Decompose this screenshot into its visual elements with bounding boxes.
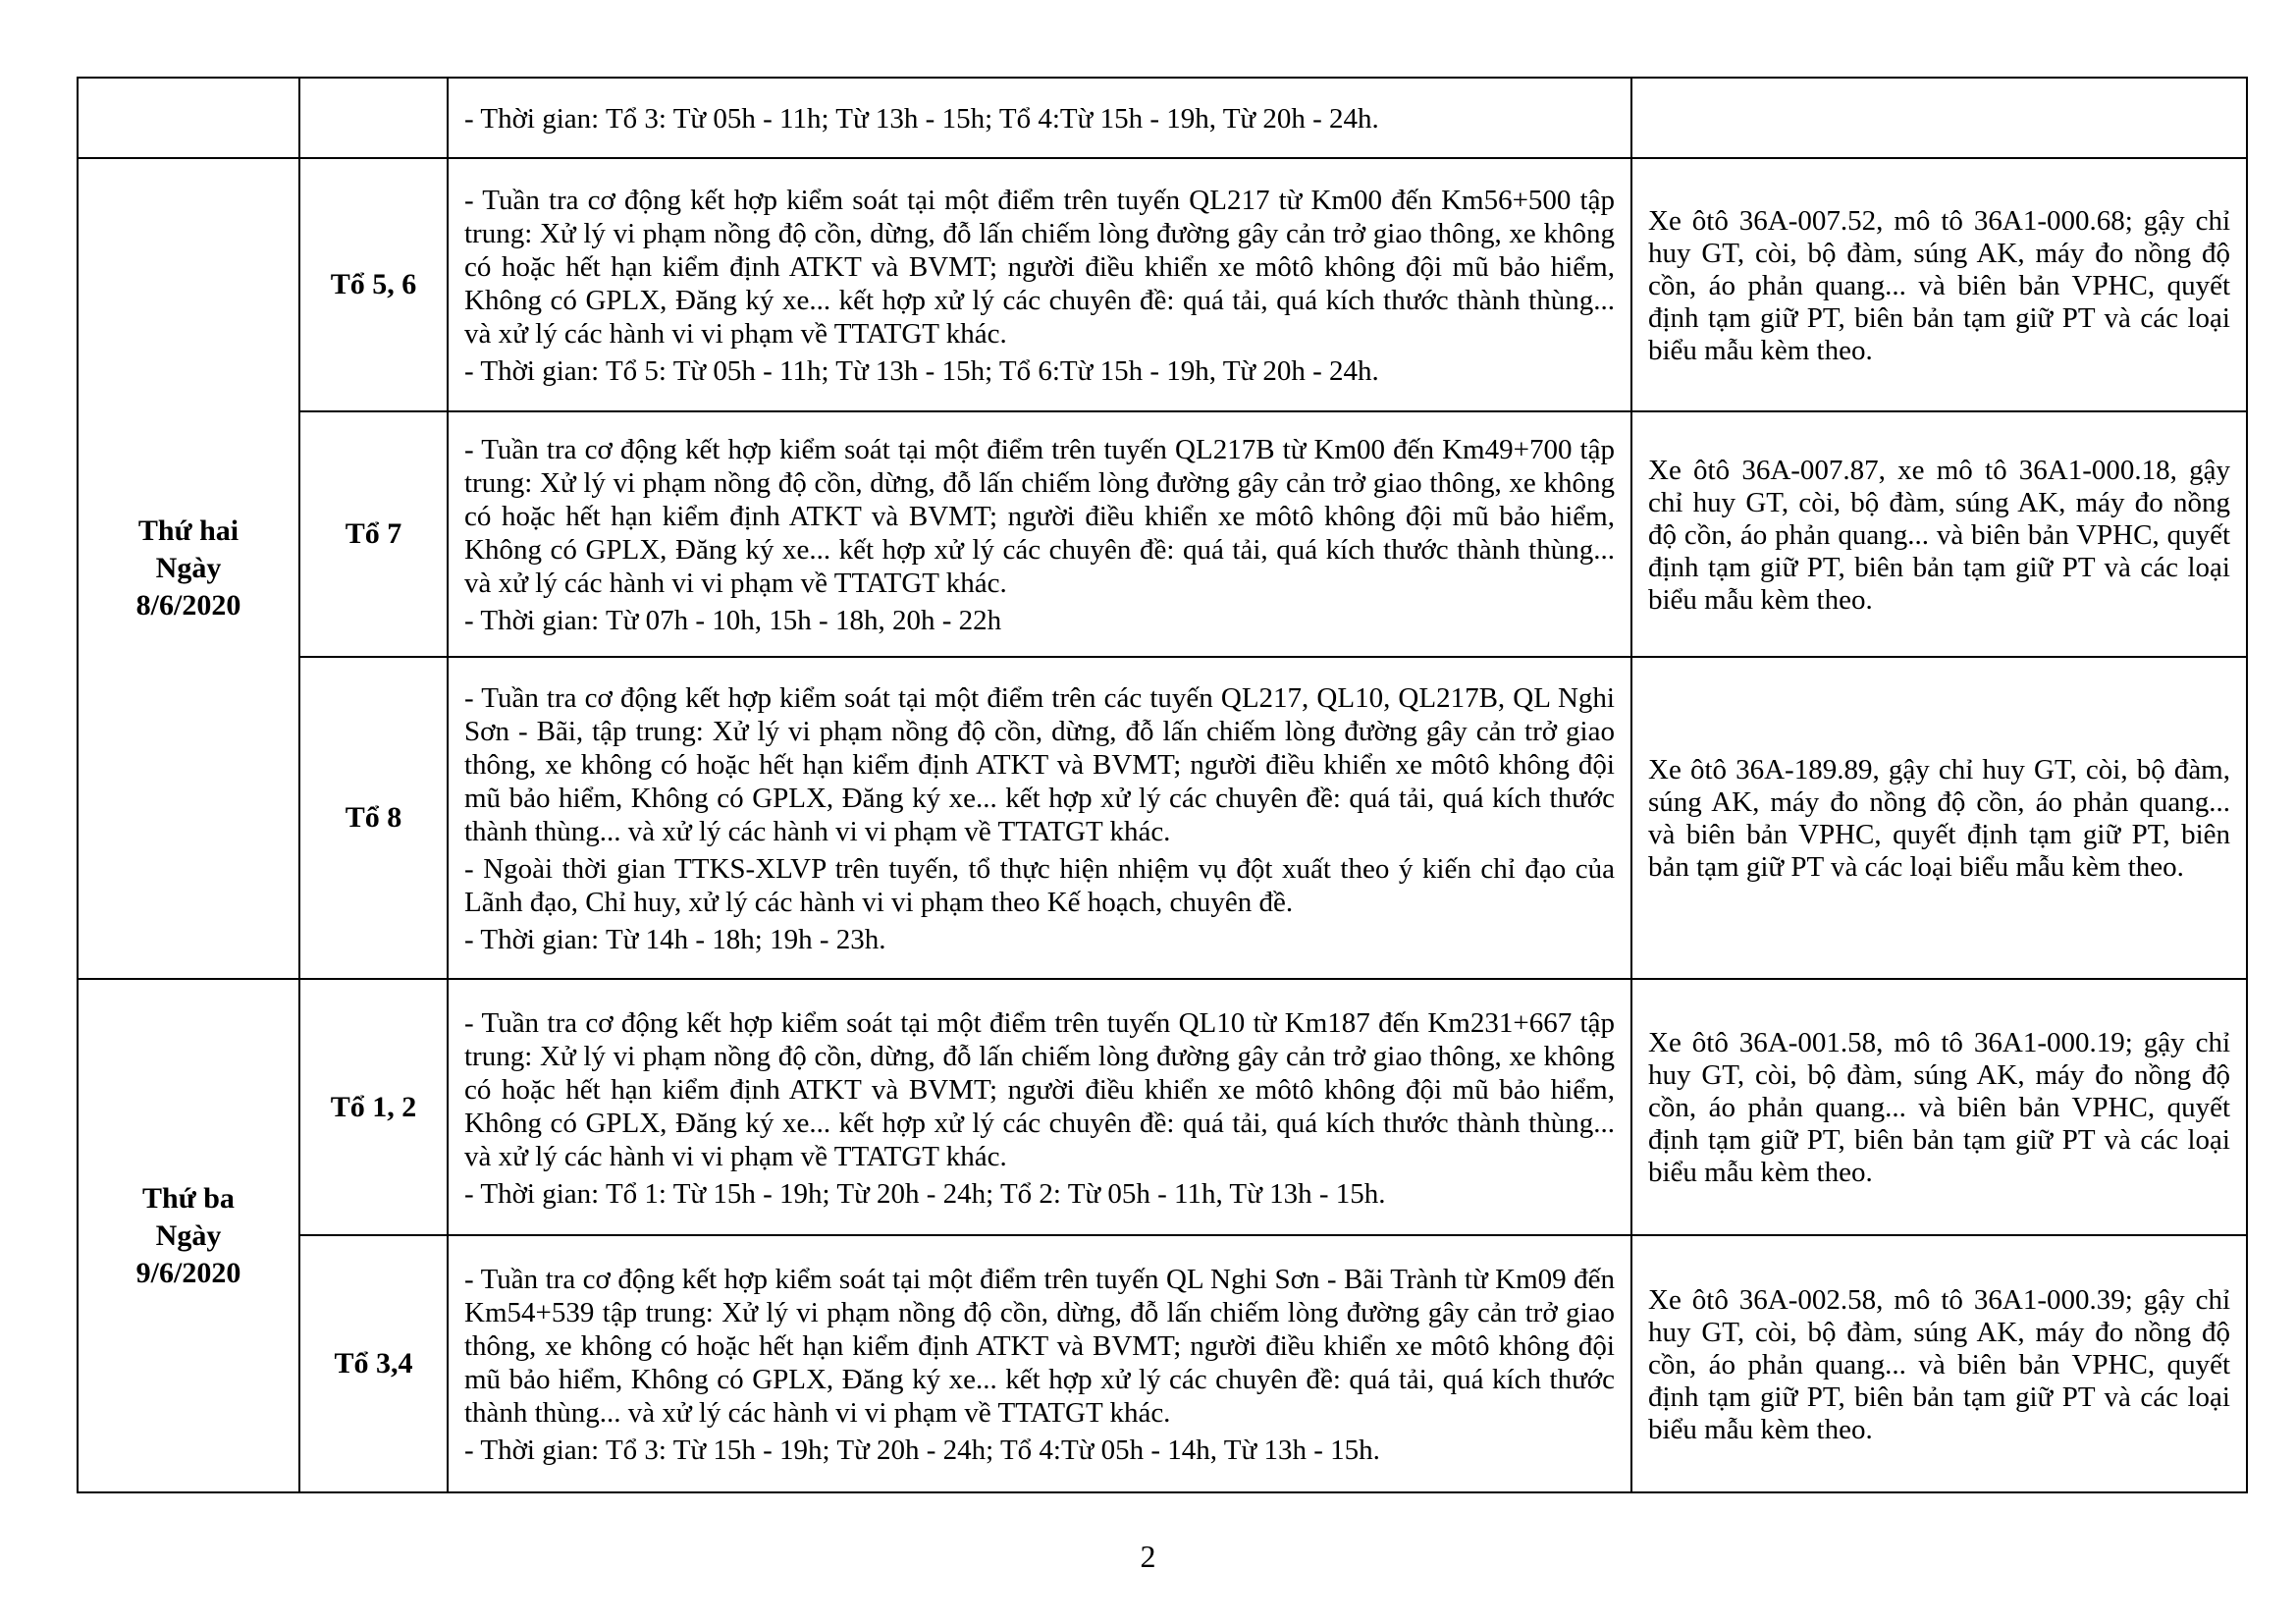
task-cell xyxy=(448,657,1631,979)
team-cell xyxy=(299,411,448,657)
task-paragraph: - Tuần tra cơ động kết hợp kiểm soát tại một điểm trên tuyến QL217B từ Km00 đến Km49+700 tập trung: Xử lý vi phạm nồng độ cồn, dừng, đỗ lấn chiếm lòng đường gây cản trở giao thông, xe không có hoặc hết hạn kiểm định ATKT và BVMT; người điều khiển xe môtô không đội mũ bảo hiểm, Không có GPLX, Đăng ký xe... kết hợp xử lý các chuyên đề: quá tải, quá kích thước thành thùng... và xử lý các hành vi vi phạm về TTATGT khác. xyxy=(464,434,1615,599)
table-row xyxy=(78,657,2247,979)
day-label: Ngày xyxy=(155,1218,222,1252)
page-number: 2 xyxy=(1140,1539,1156,1574)
team-label: Tổ 5, 6 xyxy=(330,268,417,300)
day-cell xyxy=(78,979,299,1492)
task-cell xyxy=(448,1235,1631,1492)
task-time: - Thời gian: Tổ 5: Từ 05h - 11h; Từ 13h - 15h; Tổ 6:Từ 15h - 19h, Từ 20h - 24h. xyxy=(464,355,1379,387)
equipment-cell xyxy=(1631,158,2247,411)
team-label: Tổ 7 xyxy=(345,517,402,550)
day-name: Thứ ba xyxy=(142,1181,235,1215)
task-time: - Thời gian: Từ 14h - 18h; 19h - 23h. xyxy=(464,924,886,955)
equipment-cell xyxy=(1631,1235,2247,1492)
task-paragraph: - Tuần tra cơ động kết hợp kiểm soát tại một điểm trên tuyến QL10 từ Km187 đến Km231+667 tập trung: Xử lý vi phạm nồng độ cồn, dừng, đỗ lấn chiếm lòng đường gây cản trở giao thông, xe không có hoặc hết hạn kiểm định ATKT và BVMT; người điều khiển xe môtô không đội mũ bảo hiểm, Không có GPLX, Đăng ký xe... kết hợp xử lý các chuyên đề: quá tải, quá kích thước thành thùng... và xử lý các hành vi vi phạm về TTATGT khác. xyxy=(464,1006,1615,1172)
task-paragraph: - Tuần tra cơ động kết hợp kiểm soát tại một điểm trên các tuyến QL217, QL10, QL217B, QL Nghi Sơn - Bãi, tập trung: Xử lý vi phạm nồng độ cồn, dừng, đỗ lấn chiếm lòng đường gây cản trở giao thông, xe không có hoặc hết hạn kiểm định ATKT và BVMT; người điều khiển xe môtô không đội mũ bảo hiểm, Không có GPLX, Đăng ký xe... kết hợp xử lý các chuyên đề: quá tải, quá kích thước thành thùng... và xử lý các hành vi vi phạm về TTATGT khác. xyxy=(464,682,1615,847)
equipment-text: Xe ôtô 36A-189.89, gậy chỉ huy GT, còi, bộ đàm, súng AK, máy đo nồng độ cồn, áo phản quang... và biên bản VPHC, quyết định tạm giữ PT, biên bản tạm giữ PT và các loại biểu mẫu kèm theo. xyxy=(1648,754,2230,883)
task-paragraph: - Tuần tra cơ động kết hợp kiểm soát tại một điểm trên tuyến QL217 từ Km00 đến Km56+500 tập trung: Xử lý vi phạm nồng độ cồn, dừng, đỗ lấn chiếm lòng đường gây cản trở giao thông, xe không có hoặc hết hạn kiểm định ATKT và BVMT; người điều khiển xe môtô không đội mũ bảo hiểm, Không có GPLX, Đăng ký xe... kết hợp xử lý các chuyên đề: quá tải, quá kích thước thành thùng... và xử lý các hành vi vi phạm về TTATGT khác. xyxy=(464,185,1615,350)
schedule-table xyxy=(77,77,2248,1493)
day-date: 9/6/2020 xyxy=(135,1256,241,1289)
task-cell xyxy=(448,979,1631,1235)
team-cell xyxy=(299,158,448,411)
equipment-cell xyxy=(1631,979,2247,1235)
team-label: Tổ 1, 2 xyxy=(330,1090,417,1123)
team-cell xyxy=(299,1235,448,1492)
day-cell-empty xyxy=(78,78,299,158)
day-name: Thứ hai xyxy=(137,514,240,547)
equipment-text: Xe ôtô 36A-002.58, mô tô 36A1-000.39; gậy chỉ huy GT, còi, bộ đàm, súng AK, máy đo nồng độ cồn, áo phản quang... và biên bản VPHC, quyết định tạm giữ PT, biên bản tạm giữ PT và các loại biểu mẫu kèm theo. xyxy=(1648,1283,2230,1445)
equipment-cell xyxy=(1631,78,2247,158)
task-time: - Thời gian: Từ 07h - 10h, 15h - 18h, 20h - 22h xyxy=(464,605,1002,636)
team-label: Tổ 8 xyxy=(345,801,402,834)
task-cell xyxy=(448,158,1631,411)
equipment-text: Xe ôtô 36A-007.87, xe mô tô 36A1-000.18, gậy chỉ huy GT, còi, bộ đàm, súng AK, máy đo nồng độ cồn, áo phản quang... và biên bản VPHC, quyết định tạm giữ PT, biên bản tạm giữ PT và các loại biểu mẫu kèm theo. xyxy=(1648,454,2230,616)
equipment-cell xyxy=(1631,657,2247,979)
task-time: - Thời gian: Tổ 1: Từ 15h - 19h; Từ 20h - 24h; Tổ 2: Từ 05h - 11h, Từ 13h - 15h. xyxy=(464,1177,1386,1210)
task-time: - Thời gian: Tổ 3: Từ 15h - 19h; Từ 20h - 24h; Tổ 4:Từ 05h - 14h, Từ 13h - 15h. xyxy=(464,1435,1380,1466)
task-cell xyxy=(448,78,1631,158)
day-label: Ngày xyxy=(155,552,222,584)
task-cell xyxy=(448,411,1631,657)
team-cell xyxy=(299,78,448,158)
equipment-text: Xe ôtô 36A-007.52, mô tô 36A1-000.68; gậy chỉ huy GT, còi, bộ đàm, súng AK, máy đo nồng độ cồn, áo phản quang... và biên bản VPHC, quyết định tạm giữ PT, biên bản tạm giữ PT và các loại biểu mẫu kèm theo. xyxy=(1648,204,2230,366)
task-paragraph: - Ngoài thời gian TTKS-XLVP trên tuyến, tổ thực hiện nhiệm vụ đột xuất theo ý kiến chỉ đạo của Lãnh đạo, Chỉ huy, xử lý các hành vi vi phạm theo Kế hoạch, chuyên đề. xyxy=(464,853,1615,918)
table-row xyxy=(78,1235,2247,1492)
table-row xyxy=(78,979,2247,1235)
table-row xyxy=(78,411,2247,657)
day-cell xyxy=(78,158,299,979)
table-row xyxy=(78,158,2247,411)
team-cell xyxy=(299,657,448,979)
table-row xyxy=(78,78,2247,158)
team-cell xyxy=(299,979,448,1235)
task-paragraph: - Tuần tra cơ động kết hợp kiểm soát tại một điểm trên tuyến QL Nghi Sơn - Bãi Trành từ Km09 đến Km54+539 tập trung: Xử lý vi phạm nồng độ cồn, dừng, đỗ lấn chiếm lòng đường gây cản trở giao thông, xe không có hoặc hết hạn kiểm định ATKT và BVMT; người điều khiển xe môtô không đội mũ bảo hiểm, Không có GPLX, Đăng ký xe... kết hợp xử lý các chuyên đề: quá tải, quá kích thước thành thùng... và xử lý các hành vi vi phạm về TTATGT khác. xyxy=(464,1264,1615,1429)
equipment-text: Xe ôtô 36A-001.58, mô tô 36A1-000.19; gậy chỉ huy GT, còi, bộ đàm, súng AK, máy đo nồng độ cồn, áo phản quang... và biên bản VPHC, quyết định tạm giữ PT, biên bản tạm giữ PT và các loại biểu mẫu kèm theo. xyxy=(1648,1027,2230,1188)
task-paragraph: - Thời gian: Tổ 3: Từ 05h - 11h; Từ 13h - 15h; Tổ 4:Từ 15h - 19h, Từ 20h - 24h. xyxy=(464,103,1379,135)
day-date: 8/6/2020 xyxy=(135,589,241,622)
team-label: Tổ 3,4 xyxy=(334,1347,413,1380)
equipment-cell xyxy=(1631,411,2247,657)
